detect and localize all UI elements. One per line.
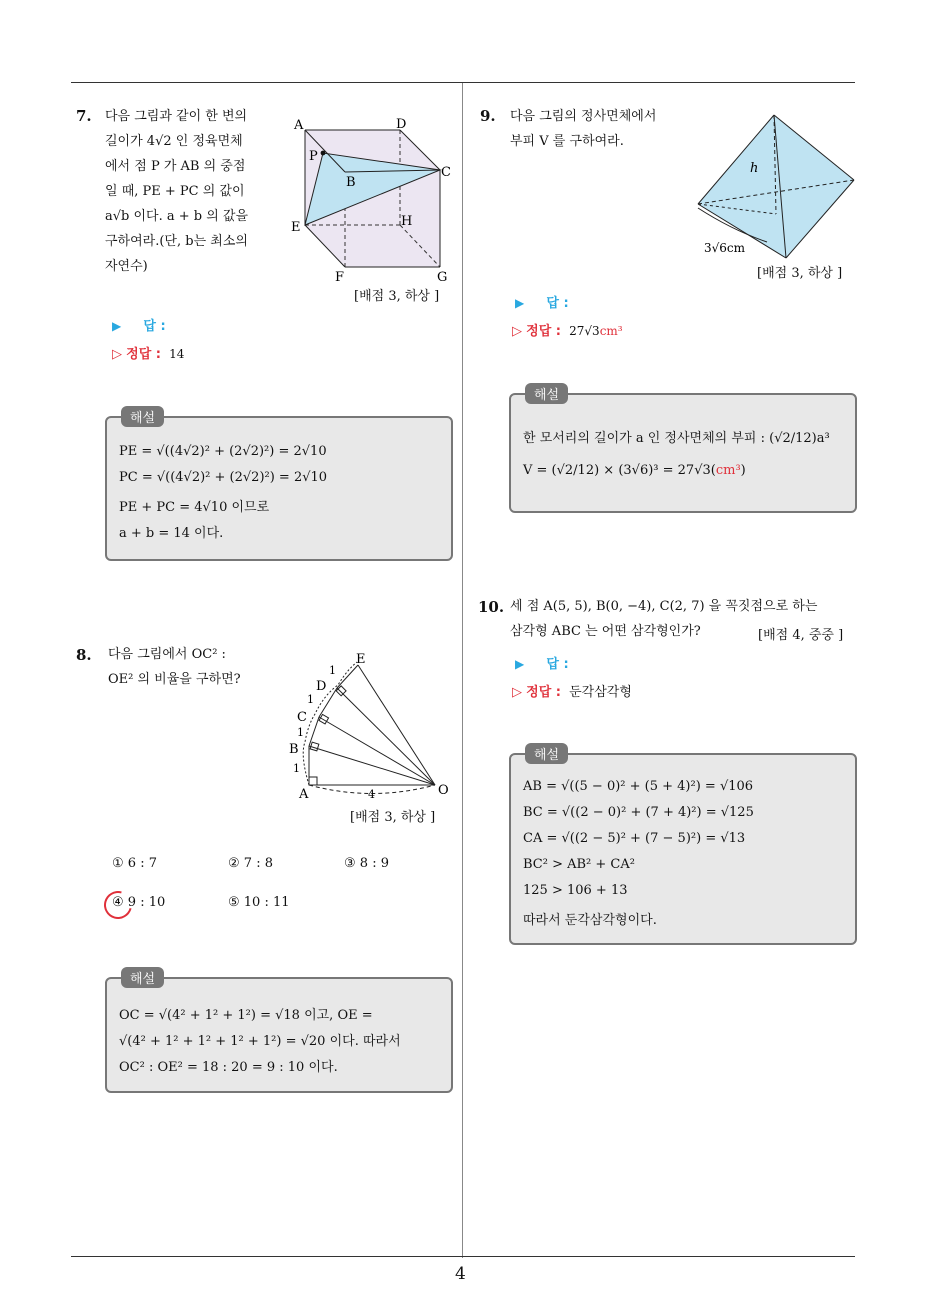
q8-label-A: A [299,787,309,800]
q7-line: 자연수) [105,259,148,274]
q8-choice-2[interactable]: ② 7 : 8 [228,856,273,871]
q8-explanation-tag: 해설 [121,967,164,988]
q7-line: 일 때, PE + PC 의 값이 [105,184,245,199]
q7-explanation-box [105,411,453,561]
q8-explanation-box [105,972,453,1093]
q8-choice-4[interactable]: ④ 9 : 10 [112,895,166,910]
q10-line: 삼각형 ABC 는 어떤 삼각형인가? [510,624,701,639]
q7-label-F: F [335,270,345,285]
q7-label-D: D [396,117,407,132]
q8-number: 8. [76,646,92,664]
q7-correct-value: 14 [169,347,185,361]
q8-len-1: 1 [307,693,314,706]
q7-label-E: E [291,220,301,235]
play-icon: ▶ [515,657,525,671]
q8-label-D: D [316,679,327,694]
q10-score: [배점 4, 중중 ] [758,628,844,643]
q7-cube-figure [290,115,460,285]
top-rule [71,82,855,83]
q7-answer [112,315,166,334]
q7-answer-label: 답 : [143,319,166,334]
q10-exp-line: BC = √((2 − 0)² + (7 + 4)²) = √125 [523,805,754,820]
q8-exp-line: OC² : OE² = 18 : 20 = 9 : 10 이다. [119,1060,338,1075]
q9-answer [515,292,569,311]
q9-label-h: h [750,161,759,176]
play-icon: ▶ [515,296,525,310]
q7-line: 다음 그림과 같이 한 변의 [105,109,248,124]
q9-exp-line-v [523,463,746,478]
q9-exp-v-close: ) [740,463,746,478]
q7-explanation-tag: 해설 [121,406,164,427]
q9-correct [512,320,623,339]
q7-label-G: G [437,270,448,285]
page-number: 4 [455,1264,466,1284]
q7-exp-line: a + b = 14 이다. [119,526,224,541]
q8-exp-line: OC = √(4² + 1² + 1²) = √18 이고, OE = [119,1008,373,1023]
play-icon: ▶ [112,319,122,333]
q7-label-H: H [401,214,413,229]
q10-correct-value: 둔각삼각형 [569,685,632,700]
q8-label-O: O [438,783,449,798]
q8-exp-line: √(4² + 1² + 1² + 1² + 1²) = √20 이다. 따라서 [119,1034,401,1049]
q7-line: 길이가 4√2 인 정육면체 [105,134,243,149]
q10-exp-line: 125 > 106 + 13 [523,883,628,898]
q10-answer-label: 답 : [546,657,569,672]
q8-label-C: C [297,710,307,725]
q7-label-B: B [346,175,356,190]
q10-exp-line: 따라서 둔각삼각형이다. [523,913,657,928]
bottom-rule [71,1256,855,1257]
q9-exp-v-formula: V = (√2/12) × (3√6)³ = 27√3( [523,463,716,478]
q9-label-edge: 3√6cm [704,241,746,255]
q7-label-C: C [441,165,451,180]
q9-text [510,104,700,154]
q9-correct-value: 27√3 [569,324,600,338]
q10-answer [515,653,569,672]
q7-label-P: P [309,149,318,164]
q9-line: 부피 V 를 구하여라. [510,134,624,149]
q7-line: 구하여라.(단, b는 최소의 [105,234,248,249]
q7-exp-line: PC = √((4√2)² + (2√2)²) = 2√10 [119,470,328,485]
q7-exp-line: PE + PC = 4√10 이므로 [119,500,270,515]
q8-choice-3[interactable]: ③ 8 : 9 [344,856,389,871]
q7-line: a√b 이다. a + b 의 값을 [105,209,249,224]
q9-explanation-tag: 해설 [525,383,568,404]
q7-text [105,104,275,279]
q8-len-1: 1 [329,664,336,677]
q8-line: OE² 의 비율을 구하면? [108,672,241,687]
q9-explanation-box [509,388,857,513]
q10-exp-line: AB = √((5 − 0)² + (5 + 4)²) = √106 [523,779,754,794]
triangle-outline-icon: ▷ [512,324,522,339]
q8-label-B: B [289,742,299,757]
q10-correct [512,681,632,700]
triangle-outline-icon: ▷ [112,347,122,362]
q7-number: 7. [76,107,92,125]
q10-correct-label: 정답 : [526,685,561,700]
q7-correct-label: 정답 : [126,347,161,362]
q10-number: 10. [478,598,505,616]
q10-explanation-box [509,748,857,945]
q8-spiral-figure [282,650,452,800]
q7-exp-line: PE = √((4√2)² + (2√2)²) = 2√10 [119,444,327,459]
q9-line: 다음 그림의 정사면체에서 [510,109,657,124]
q10-line: 세 점 A(5, 5), B(0, −4), C(2, 7) 을 꼭짓점으로 하는 [510,599,818,614]
q9-exp-line: 한 모서리의 길이가 a 인 정사면체의 부피 : (√2/12)a³ [523,431,830,446]
triangle-outline-icon: ▷ [512,685,522,700]
q10-explanation-tag: 해설 [525,743,568,764]
q7-score: [배점 3, 하상 ] [354,289,440,304]
q9-score: [배점 3, 하상 ] [757,266,843,281]
q9-tetrahedron-figure [692,110,862,270]
q10-exp-line: BC² > AB² + CA² [523,857,635,872]
q8-len-1: 1 [297,726,304,739]
q7-line: 에서 점 P 가 AB 의 중점 [105,159,246,174]
column-divider [462,83,463,1258]
q8-choice-5[interactable]: ⑤ 10 : 11 [228,895,290,910]
q9-exp-v-unit: cm³ [715,463,741,478]
q9-correct-unit: cm³ [599,324,623,338]
q8-choice-1[interactable]: ① 6 : 7 [112,856,157,871]
q7-label-A: A [294,118,304,133]
q8-score: [배점 3, 하상 ] [350,810,436,825]
q10-exp-line: CA = √((2 − 5)² + (7 − 5)²) = √13 [523,831,746,846]
q7-correct [112,343,184,362]
q8-text [108,642,278,692]
q8-label-E: E [356,652,366,667]
q9-number: 9. [480,107,496,125]
q9-answer-label: 답 : [546,296,569,311]
q8-line: 다음 그림에서 OC² : [108,647,226,662]
q9-correct-label: 정답 : [526,324,561,339]
selected-circle-mark [99,886,137,924]
q8-len-1: 1 [293,762,300,775]
q8-len-4: 4 [368,788,375,800]
